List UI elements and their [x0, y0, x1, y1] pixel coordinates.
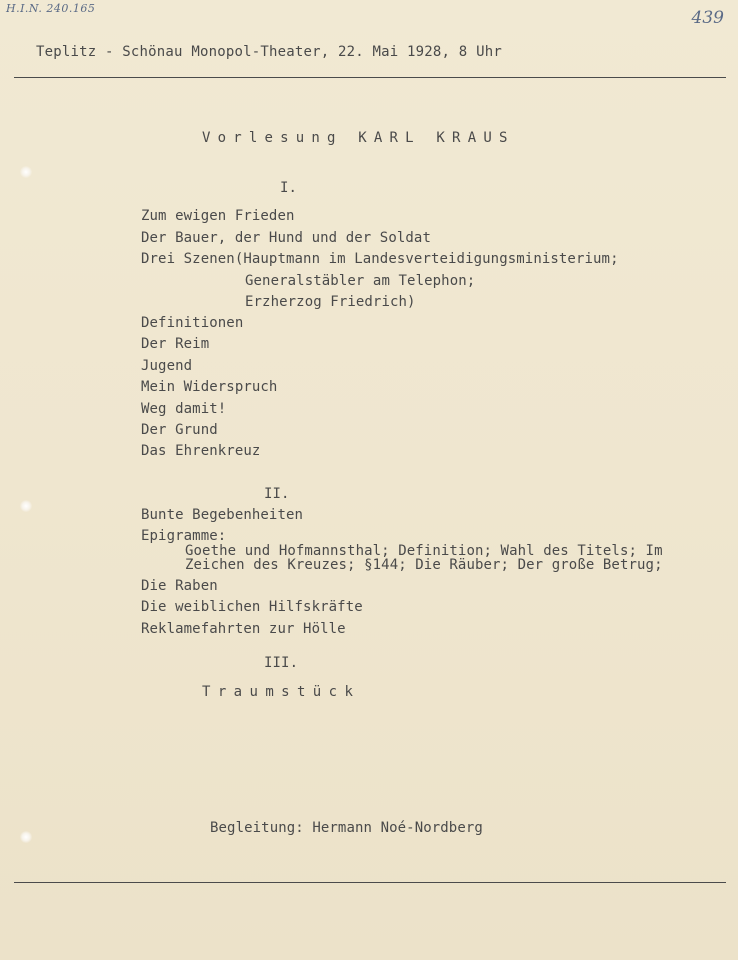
program-item: Jugend [141, 358, 193, 374]
section-numeral-3: III. [264, 655, 299, 671]
section-numeral-2: II. [264, 486, 290, 502]
program-item: Weg damit! [141, 401, 227, 417]
epigram-list-line: Zeichen des Kreuzes; §144; Die Räuber; Der große Betrug; [185, 557, 663, 573]
program-item: Zum ewigen Frieden [141, 208, 295, 224]
page-number: 439 [691, 8, 724, 28]
program-item-continuation: Generalstäbler am Telephon; [245, 273, 476, 289]
program-item: Epigramme: [141, 528, 227, 544]
punch-hole [20, 166, 32, 178]
program-heading: Vorlesung KARL KRAUS [202, 130, 515, 146]
section-numeral-1: I. [280, 180, 298, 196]
program-item: Der Grund [141, 422, 218, 438]
program-item: Drei Szenen(Hauptmann im Landesverteidigungsministerium; [141, 251, 619, 267]
accompaniment-credit: Begleitung: Hermann Noé-Nordberg [210, 820, 483, 836]
bottom-rule [14, 882, 726, 883]
punch-hole [20, 831, 32, 843]
archive-note: H.I.N. 240.165 [6, 2, 96, 15]
punch-hole [20, 500, 32, 512]
program-item: Das Ehrenkreuz [141, 443, 261, 459]
program-item: Mein Widerspruch [141, 379, 278, 395]
program-item: Die weiblichen Hilfskräfte [141, 599, 363, 615]
program-item: Der Reim [141, 336, 210, 352]
top-rule [14, 77, 726, 78]
program-item: Reklamefahrten zur Hölle [141, 621, 346, 637]
epigram-list-line: Goethe und Hofmannsthal; Definition; Wahl des Titels; Im [185, 543, 663, 559]
program-item: Definitionen [141, 315, 244, 331]
venue-line: Teplitz - Schönau Monopol-Theater, 22. Mai 1928, 8 Uhr [36, 44, 502, 60]
program-item-continuation: Erzherzog Friedrich) [245, 294, 416, 310]
program-item: Traumstück [202, 684, 361, 700]
program-item: Bunte Begebenheiten [141, 507, 304, 523]
program-item: Der Bauer, der Hund und der Soldat [141, 230, 431, 246]
program-item: Die Raben [141, 578, 218, 594]
